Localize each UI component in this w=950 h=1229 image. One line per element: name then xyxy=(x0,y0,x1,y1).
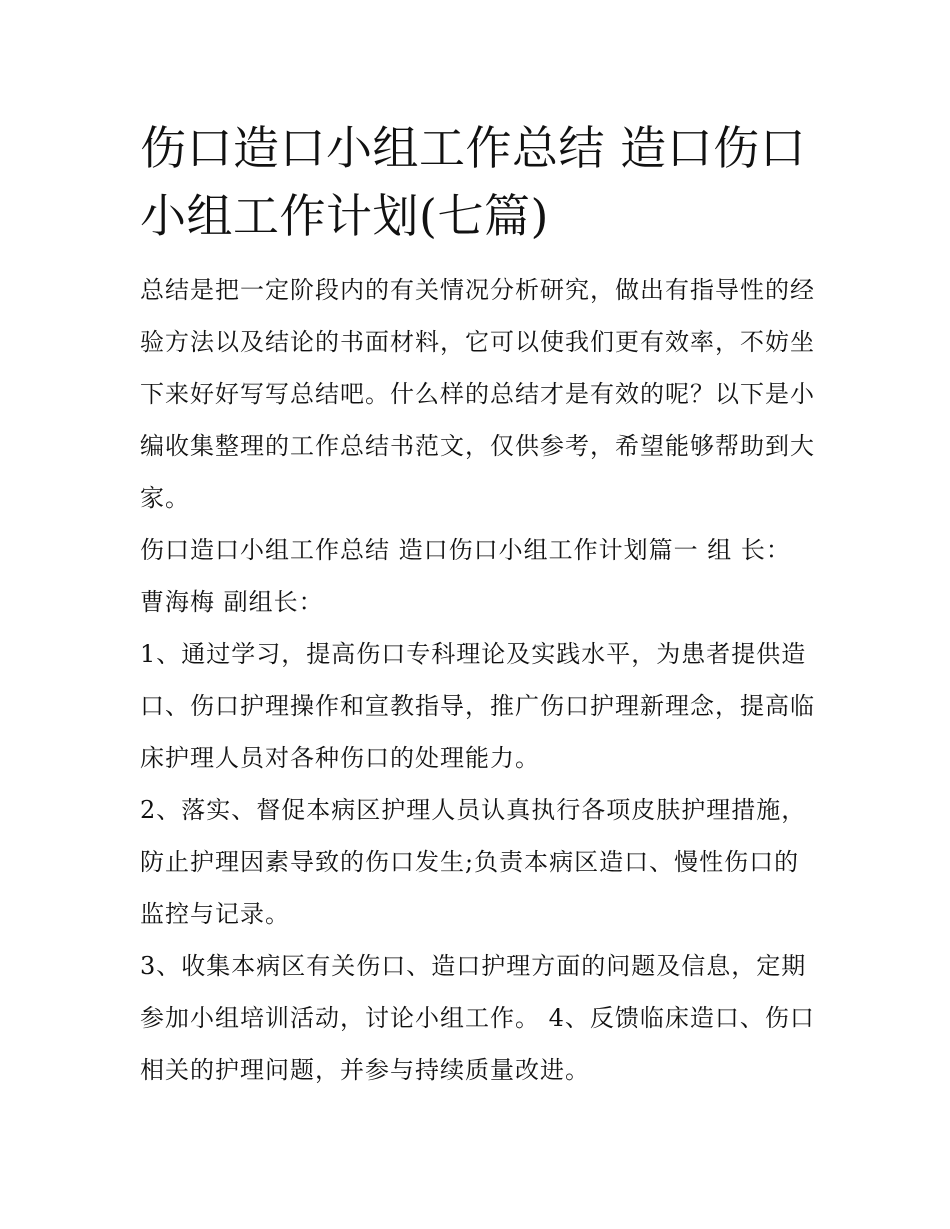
section-heading-paragraph: 伤口造口小组工作总结 造口伤口小组工作计划篇一 组 长：曹海梅 副组长： xyxy=(140,536,791,616)
intro-paragraph: 总结是把一定阶段内的有关情况分析研究，做出有指导性的经验方法以及结论的书面材料，它可以使我们更有效率，不妨坐下来好好写写总结吧。什么样的总结才是有效的呢？以下是小编收集整理的工作总结书范文，仅供参考，希望能够帮助到大家。 xyxy=(140,276,815,512)
document-title: 伤口造口小组工作总结 造口伤口小组工作计划(七篇) xyxy=(140,121,807,243)
list-item-2: 2、落实、督促本病区护理人员认真执行各项皮肤护理措施，防止护理因素导致的伤口发生;负责本病区造口、慢性伤口的监控与记录。 xyxy=(140,796,807,928)
document-body xyxy=(140,114,815,1096)
list-item-3-4: 3、收集本病区有关伤口、造口护理方面的问题及信息，定期参加小组培训活动，讨论小组工作。 4、反馈临床造口、伤口相关的护理问题，并参与持续质量改进。 xyxy=(140,952,815,1084)
list-item-1: 1、通过学习，提高伤口专科理论及实践水平，为患者提供造口、伤口护理操作和宣教指导，推广伤口护理新理念，提高临床护理人员对各种伤口的处理能力。 xyxy=(140,640,815,772)
